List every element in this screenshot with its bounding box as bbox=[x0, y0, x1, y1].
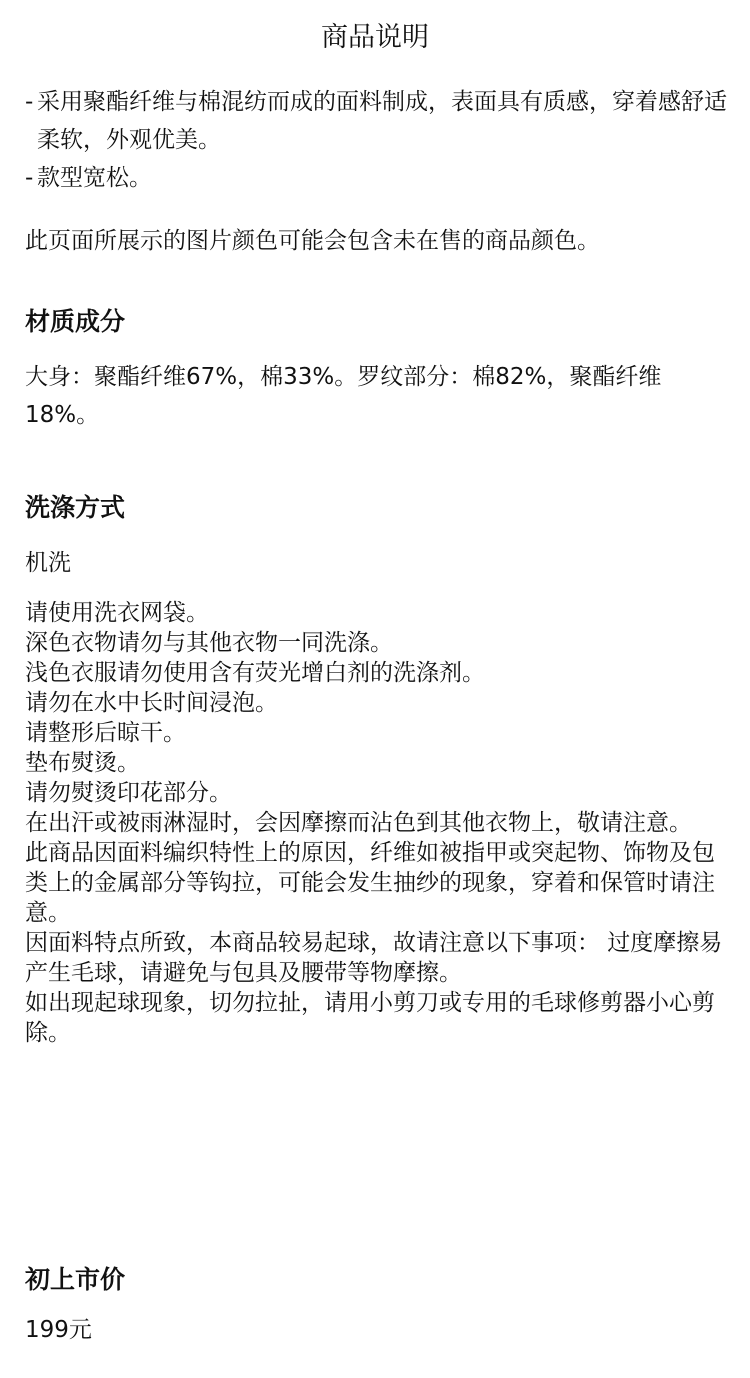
instruction-item: 浅色衣服请勿使用含有荧光增白剂的洗涤剂。 bbox=[25, 660, 485, 686]
color-note: 此页面所展示的图片颜色可能会包含未在售的商品颜色。 bbox=[25, 228, 600, 254]
bullet-text: 采用聚酯纤维与棉混纺而成的面料制成，表面具有质感，穿着感舒适柔软，外观优美。 bbox=[37, 89, 727, 153]
material-text: 大身：聚酯纤维67%，棉33%。罗纹部分：棉82%，聚酯纤维18%。 bbox=[25, 364, 662, 428]
instruction-item: 请整形后晾干。 bbox=[25, 720, 186, 746]
instruction-item: 请勿在水中长时间浸泡。 bbox=[25, 690, 278, 716]
instruction-item: 此商品因面料编织特性上的原因，纤维如被指甲或突起物、饰物及包类上的金属部分等钩拉，可能会发生抽纱的现象，穿着和保管时请注意。 bbox=[25, 840, 715, 926]
washing-method: 机洗 bbox=[25, 550, 71, 576]
bullet-text: 款型宽松。 bbox=[37, 165, 152, 191]
instruction-item: 深色衣物请勿与其他衣物一同洗涤。 bbox=[25, 630, 393, 656]
bullet-dash: - bbox=[25, 89, 34, 115]
intro-bullet bbox=[25, 83, 730, 159]
instruction-item: 垫布熨烫。 bbox=[25, 750, 140, 776]
instruction-item: 如出现起球现象，切勿拉扯，请用小剪刀或专用的毛球修剪器小心剪除。 bbox=[25, 990, 715, 1046]
washing-instructions bbox=[25, 598, 730, 1048]
instruction-item: 因面料特点所致，本商品较易起球，故请注意以下事项： 过度摩擦易产生毛球，请避免与包具及腰带等物摩擦。 bbox=[25, 930, 723, 986]
washing-heading: 洗涤方式 bbox=[25, 493, 126, 522]
price-value: 199元 bbox=[25, 1317, 92, 1343]
instruction-item: 请勿熨烫印花部分。 bbox=[25, 780, 232, 806]
intro-bullet bbox=[25, 159, 730, 197]
instruction-item: 请使用洗衣网袋。 bbox=[25, 600, 209, 626]
bullet-dash: - bbox=[25, 165, 34, 191]
intro-bullets bbox=[25, 83, 730, 197]
price-heading: 初上市价 bbox=[25, 1265, 126, 1294]
page-title: 商品说明 bbox=[321, 22, 429, 53]
instruction-item: 在出汗或被雨淋湿时，会因摩擦而沾色到其他衣物上，敬请注意。 bbox=[25, 810, 692, 836]
material-heading: 材质成分 bbox=[25, 307, 126, 336]
